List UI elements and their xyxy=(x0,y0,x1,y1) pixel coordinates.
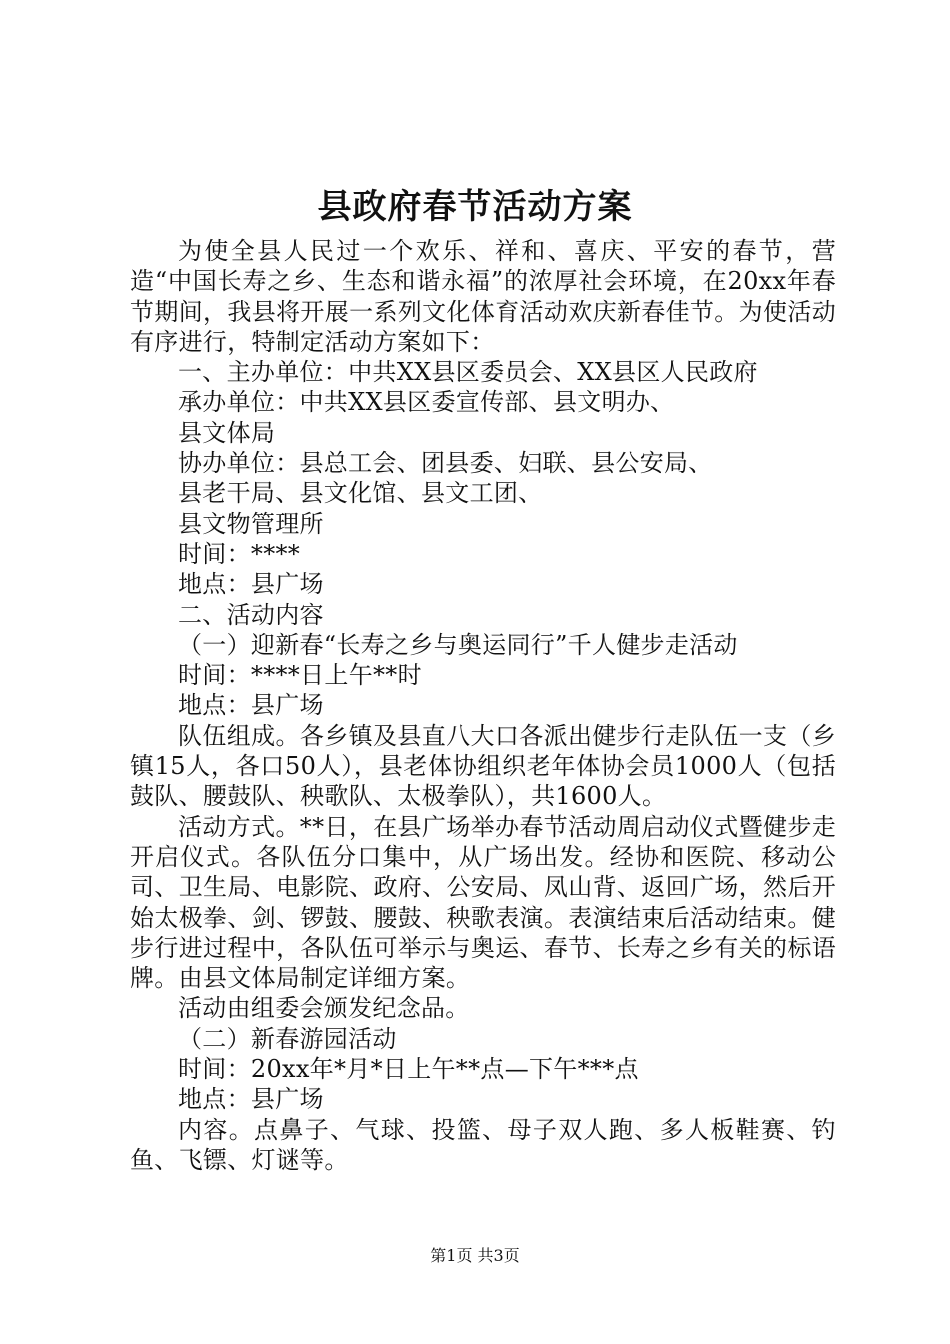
organizer-line: 一、主办单位：中共XX县区委员会、XX县区人民政府 xyxy=(178,358,758,387)
co-organizer-line-cont2: 县文物管理所 xyxy=(178,509,324,538)
section-heading-activities: 二、活动内容 xyxy=(178,600,324,629)
team-composition-paragraph: 队伍组成。各乡镇及县直八大口各派出健步行走队伍一支（乡镇15人，各口50人），县老体协组织老年体协会员1000人（包括鼓队、腰鼓队、秧歌队、太极拳队），共1600人。 xyxy=(130,721,836,811)
walk-location-line: 地点：县广场 xyxy=(178,691,324,720)
co-organizer-line: 协办单位：县总工会、团县委、妇联、县公安局、 xyxy=(178,449,713,478)
page-number-footer: 第1页 共3页 xyxy=(430,1246,520,1265)
time-line: 时间：**** xyxy=(178,539,301,568)
activity-method-paragraph: 活动方式。**日，在县广场举办春节活动周启动仪式暨健步走开启仪式。各队伍分口集中，从广场出发。经协和医院、移动公司、卫生局、电影院、政府、公安局、凤山背、返回广场，然后开始太极拳、剑、锣鼓、腰鼓、秧歌表演。表演结束后活动结束。健步行进过程中，各队伍可举示与奥运、春节、长寿之乡有关的标语牌。由县文体局制定详细方案。 xyxy=(130,812,836,993)
co-organizer-line-cont: 县老干局、县文化馆、县文工团、 xyxy=(178,479,543,508)
location-line: 地点：县广场 xyxy=(178,570,324,599)
garden-location-line: 地点：县广场 xyxy=(178,1085,324,1114)
intro-paragraph: 为使全县人民过一个欢乐、祥和、喜庆、平安的春节，营造“中国长寿之乡、生态和谐永福”的浓厚社会环境，在20xx年春节期间，我县将开展一系列文化体育活动欢庆新春佳节。为使活动有序进行，特制定活动方案如下： xyxy=(130,237,836,356)
garden-content-paragraph: 内容。点鼻子、气球、投篮、母子双人跑、多人板鞋赛、钓鱼、飞镖、灯谜等。 xyxy=(130,1115,836,1174)
walk-time-line: 时间：****日上午**时 xyxy=(178,661,422,690)
document-body xyxy=(130,236,836,1175)
document-title: 县政府春节活动方案 xyxy=(317,187,633,227)
souvenir-line: 活动由组委会颁发纪念品。 xyxy=(178,994,470,1023)
undertaker-line-cont: 县文体局 xyxy=(178,418,276,447)
subsection-garden-heading: （二）新春游园活动 xyxy=(178,1024,397,1053)
undertaker-line: 承办单位：中共XX县区委宣传部、县文明办、 xyxy=(178,388,675,417)
subsection-walk-heading: （一）迎新春“长寿之乡与奥运同行”千人健步走活动 xyxy=(178,630,738,659)
garden-time-line: 时间：20xx年*月*日上午**点—下午***点 xyxy=(178,1055,639,1084)
